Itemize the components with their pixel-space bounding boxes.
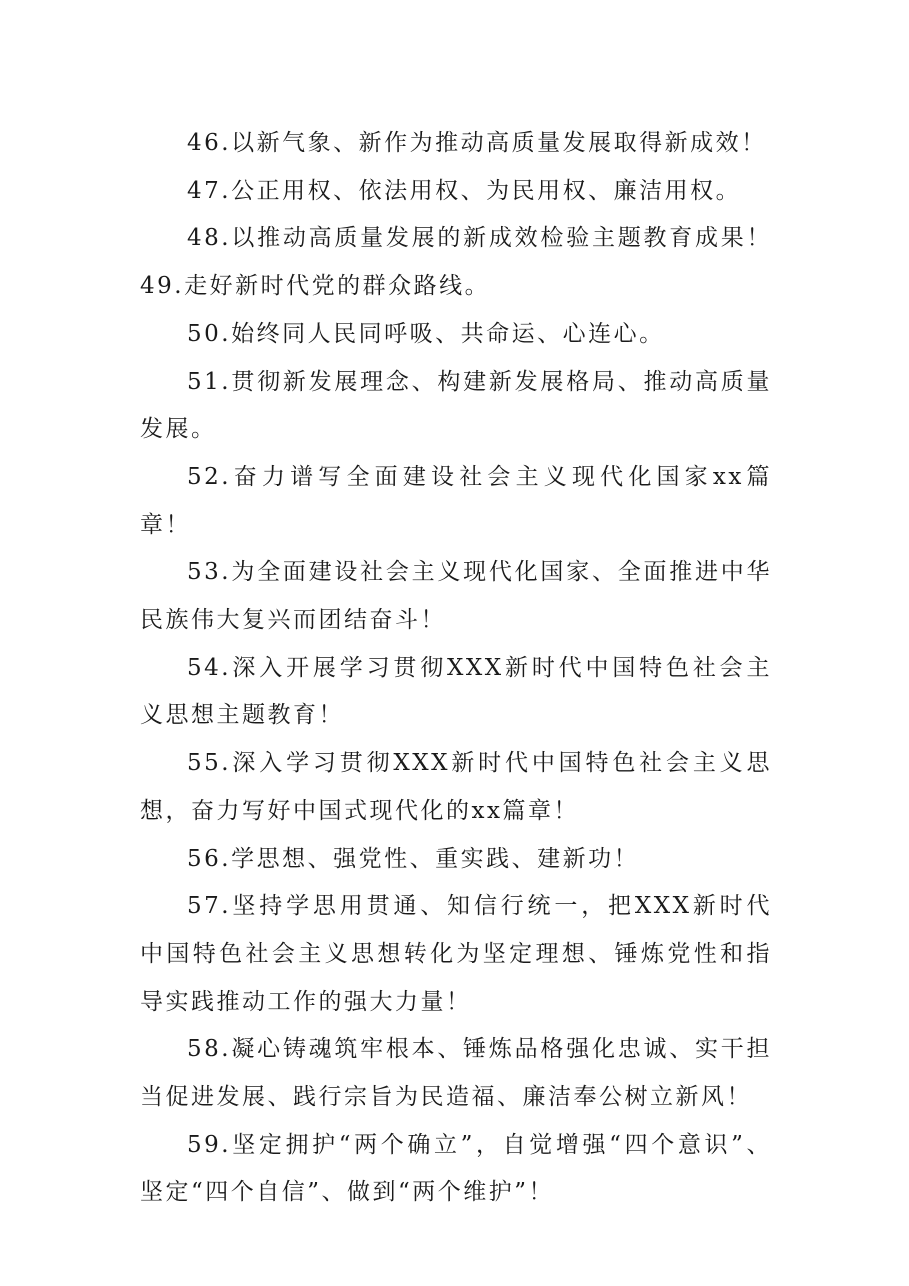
slogan-paragraph-50: 50.始终同人民同呼吸、共命运、心连心。 <box>187 320 665 347</box>
slogan-paragraph-52: 52.奋力谱写全面建设社会主义现代化国家xx篇章！ <box>140 463 772 538</box>
slogan-paragraph-53: 53.为全面建设社会主义现代化国家、全面推进中华民族伟大复兴而团结奋斗！ <box>140 559 772 634</box>
document-body <box>140 120 772 1217</box>
slogan-paragraph-46: 46.以新气象、新作为推动高质量发展取得新成效！ <box>187 130 767 156</box>
slogan-paragraph-58: 58.凝心铸魂筑牢根本、锤炼品格强化忠诚、实干担当促进发展、践行宗旨为民造福、廉洁奉公树立新风！ <box>140 1036 772 1111</box>
slogan-paragraph-56: 56.学思想、强党性、重实践、建新功！ <box>187 845 640 872</box>
slogan-paragraph-51: 51.贯彻新发展理念、构建新发展格局、推动高质量发展。 <box>140 368 772 443</box>
slogan-paragraph-57: 57.坚持学思用贯通、知信行统一，把XXX新时代中国特色社会主义思想转化为坚定理想、锤炼党性和指导实践推动工作的强大力量！ <box>140 893 772 1015</box>
slogan-paragraph-55: 55.深入学习贯彻XXX新时代中国特色社会主义思想，奋力写好中国式现代化的xx篇章！ <box>140 750 772 824</box>
slogan-paragraph-47: 47.公正用权、依法用权、为民用权、廉洁用权。 <box>187 177 742 204</box>
slogan-paragraph-48-49: 48.以推动高质量发展的新成效检验主题教育成果！49.走好新时代党的群众路线。 <box>140 225 772 300</box>
slogan-paragraph-59: 59.坚定拥护“两个确立”，自觉增强“四个意识”、坚定“四个自信”、做到“两个维护”！ <box>140 1131 772 1206</box>
slogan-paragraph-54: 54.深入开展学习贯彻XXX新时代中国特色社会主义思想主题教育！ <box>140 654 772 729</box>
